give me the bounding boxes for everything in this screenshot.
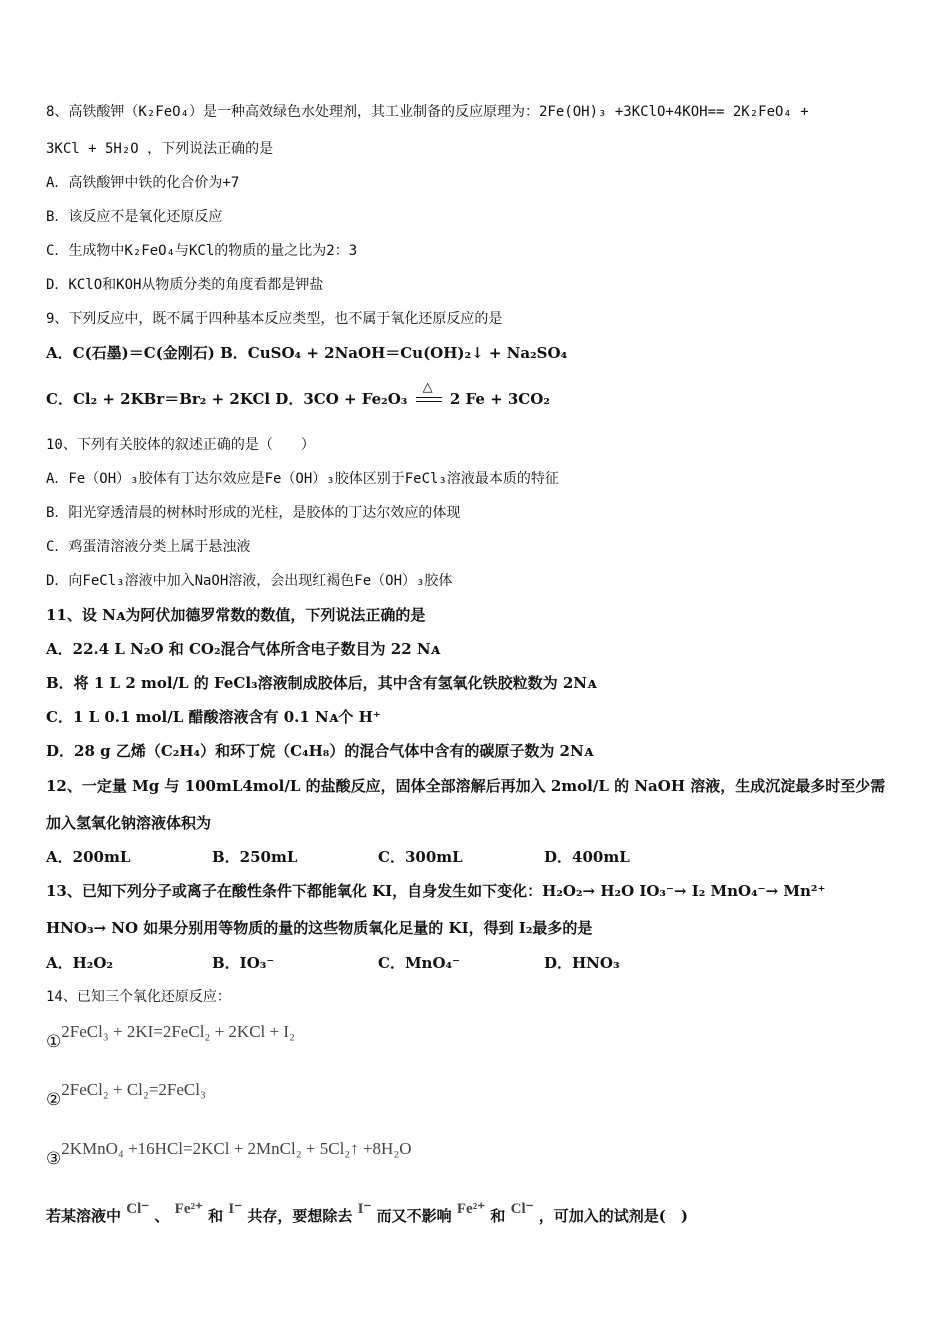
- q13-stem-line2: HNO₃→ NO 如果分别用等物质的量的这些物质氧化足量的 KI，得到 I₂最多的是: [46, 919, 593, 937]
- delta-icon: △: [422, 380, 433, 395]
- q11-stem: 11、设 Nᴀ为阿伏加德罗常数的数值，下列说法正确的是: [46, 606, 426, 624]
- q13-stem-line1: 13、已知下列分子或离子在酸性条件下都能氧化 KI，自身发生如下变化：H₂O₂→ H₂O IO₃⁻→ I₂ MnO₄⁻→ Mn²⁺: [46, 882, 826, 900]
- q9-option-c-and-d-reactants: C．Cl₂ + 2KBr＝Br₂ + 2KCl D．3CO + Fe₂O₃: [46, 390, 408, 408]
- q10-option-a: A．Fe（OH）₃胶体有丁达尔效应是Fe（OH）₃胶体区别于FeCl₃溶液最本质的特征: [46, 471, 559, 487]
- q14-text-part7: ，可加入的试剂是( ): [538, 1207, 688, 1225]
- q8-stem-line2: 3KCl + 5H₂O ，下列说法正确的是: [46, 141, 274, 157]
- q12-option-d: D．400mL: [544, 848, 630, 866]
- circled-number-1: ①: [46, 1032, 62, 1052]
- reaction-2-equation: 2FeCl₂ + Cl₂=2FeCl₃: [61, 1080, 206, 1099]
- q11-option-c: C．1 L 0.1 mol/L 醋酸溶液含有 0.1 Nᴀ个 H⁺: [46, 708, 381, 726]
- q14-reaction-1: [46, 1022, 295, 1052]
- heat-equals-sign: [416, 380, 442, 407]
- circled-number-2: ②: [46, 1090, 62, 1110]
- q13-option-d: D．HNO₃: [544, 954, 620, 972]
- q14-text-part5: 而又不影响: [376, 1207, 452, 1225]
- q11-option-d: D．28 g 乙烯（C₂H₄）和环丁烷（C₄H₈）的混合气体中含有的碳原子数为 2Nᴀ: [46, 742, 594, 760]
- q14-text-part1: 若某溶液中: [46, 1207, 122, 1225]
- q10-option-c: C．鸡蛋清溶液分类上属于悬浊液: [46, 539, 251, 555]
- iodide-ion: I⁻: [228, 1201, 243, 1217]
- ferrous-ion-2: Fe²⁺: [456, 1201, 486, 1217]
- q10-option-b: B．阳光穿透清晨的树林时形成的光柱，是胶体的丁达尔效应的体现: [46, 505, 461, 521]
- q8-stem-line1: 8、高铁酸钾（K₂FeO₄）是一种高效绿色水处理剂，其工业制备的反应原理为：2Fe(OH)₃ +3KClO+4KOH== 2K₂FeO₄ +: [46, 104, 809, 120]
- q12-options: [46, 847, 630, 867]
- q12-stem-line1: 12、一定量 Mg 与 100mL4mol/L 的盐酸反应，固体全部溶解后再加入 2mol/L 的 NaOH 溶液，生成沉淀最多时至少需: [46, 777, 886, 795]
- q14-stem: 14、已知三个氧化还原反应：: [46, 989, 231, 1005]
- ferrous-ion: Fe²⁺: [174, 1201, 203, 1217]
- q14-text-part2: 、: [154, 1207, 170, 1225]
- q11-option-a: A．22.4 L N₂O 和 CO₂混合气体所含电子数目为 22 Nᴀ: [46, 640, 441, 658]
- chloride-ion: Cl⁻: [126, 1201, 150, 1217]
- q9-option-d-products: 2 Fe + 3CO₂: [449, 390, 550, 408]
- circled-number-3: ③: [46, 1149, 62, 1169]
- q9-options-cd: [46, 380, 550, 409]
- q10-option-d: D．向FeCl₃溶液中加入NaOH溶液，会出现红褐色Fe（OH）₃胶体: [46, 573, 453, 589]
- iodide-ion-2: I⁻: [357, 1201, 372, 1217]
- q14-text-part6: 和: [490, 1207, 506, 1225]
- q13-option-a: A．H₂O₂: [46, 954, 114, 972]
- q12-option-a: A．200mL: [46, 848, 131, 866]
- q8-option-a: A．高铁酸钾中铁的化合价为+7: [46, 175, 240, 191]
- q12-option-c: C．300mL: [378, 848, 463, 866]
- q14-reaction-3: [46, 1139, 412, 1169]
- q13-option-b: B．IO₃⁻: [212, 954, 275, 972]
- q12-stem-line2: 加入氢氧化钠溶液体积为: [46, 814, 212, 832]
- q14-text-part3: 和: [208, 1207, 224, 1225]
- q13-options: [46, 953, 620, 973]
- q9-stem: 9、下列反应中，既不属于四种基本反应类型，也不属于氧化还原反应的是: [46, 311, 503, 327]
- chloride-ion-2: Cl⁻: [510, 1201, 534, 1217]
- q8-option-b: B．该反应不是氧化还原反应: [46, 209, 223, 225]
- q9-options-ab: A．C(石墨)＝C(金刚石) B．CuSO₄ + 2NaOH＝Cu(OH)₂↓ + Na₂SO₄: [46, 344, 568, 362]
- q8-option-d: D．KClO和KOH从物质分类的角度看都是钾盐: [46, 277, 324, 293]
- q13-option-c: C．MnO₄⁻: [378, 954, 461, 972]
- q14-text-part4: 共存，要想除去: [247, 1207, 353, 1225]
- reaction-3-equation: 2KMnO₄ +16HCl=2KCl + 2MnCl₂ + 5Cl₂↑ +8H₂O: [61, 1139, 412, 1158]
- q11-option-b: B．将 1 L 2 mol/L 的 FeCl₃溶液制成胶体后，其中含有氢氧化铁胶粒数为 2Nᴀ: [46, 674, 597, 692]
- q8-option-c: C．生成物中K₂FeO₄与KCl的物质的量之比为2：3: [46, 243, 358, 259]
- q14-question: [46, 1201, 688, 1227]
- q12-option-b: B．250mL: [212, 848, 298, 866]
- reaction-1-equation: 2FeCl₃ + 2KI=2FeCl₂ + 2KCl + I₂: [61, 1022, 295, 1041]
- q14-reaction-2: [46, 1080, 206, 1110]
- q10-stem: 10、下列有关胶体的叙述正确的是（ ）: [46, 437, 315, 453]
